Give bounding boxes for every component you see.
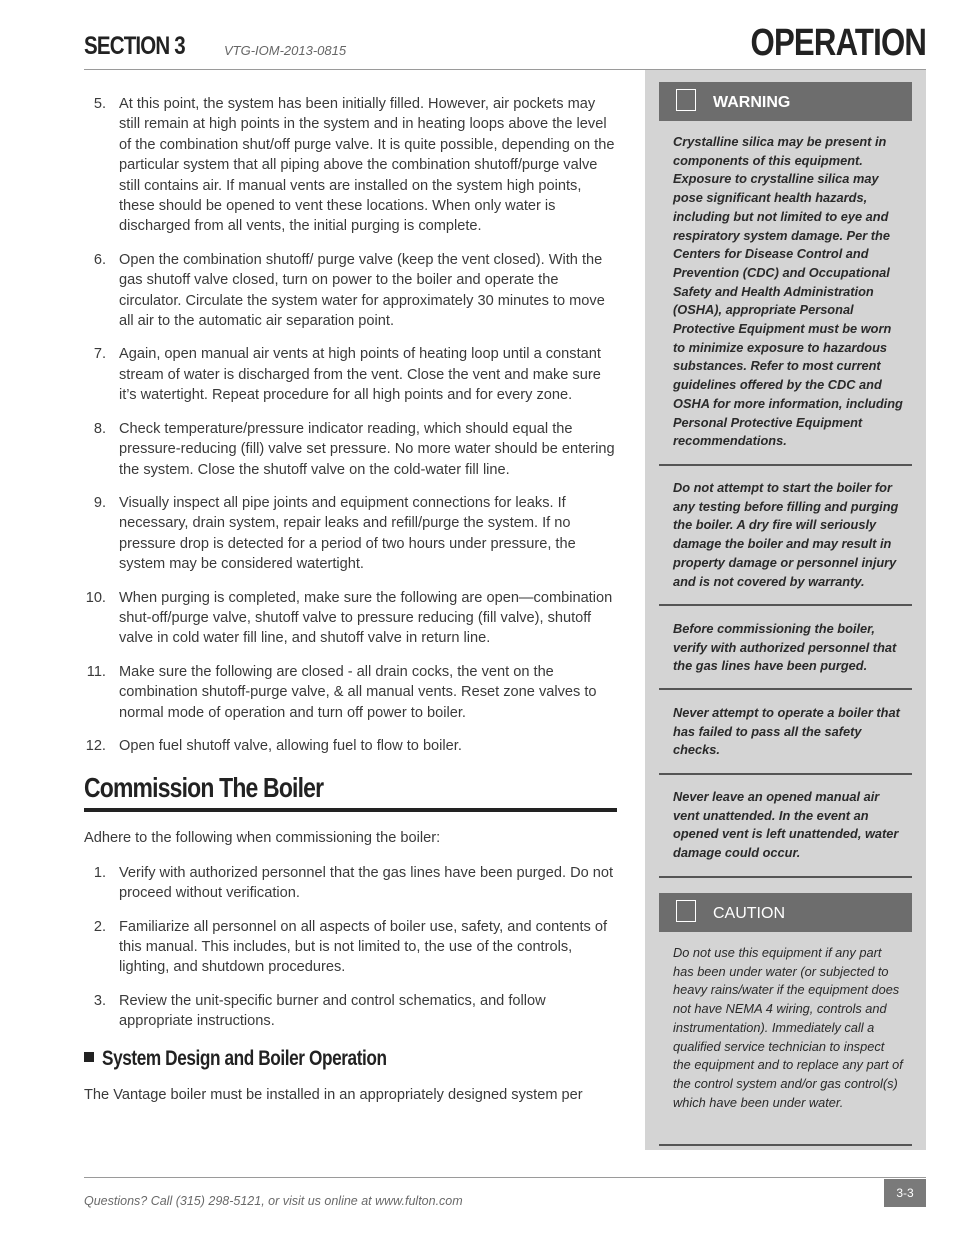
section-heading	[84, 770, 617, 812]
divider	[659, 604, 912, 606]
step-number: 2.	[93, 918, 106, 935]
list-item	[84, 493, 618, 575]
step-text: Review the unit-specific burner and control schematics, and follow appropriate instructions.	[119, 992, 546, 1030]
intro-paragraph: Adhere to the following when commissioning the boiler:	[84, 830, 441, 847]
page-title: OPERATION	[750, 22, 926, 64]
list-item	[84, 419, 618, 480]
step-text: Visually inspect all pipe joints and equipment connections for leaks. If necessary, drain system, repair leaks and refill/purge the system. If no pressure drop is detected for a period of two hours under pressure, the system may be considered watertight.	[119, 494, 576, 573]
subsection-heading-text: System Design and Boiler Operation	[102, 1046, 387, 1070]
step-text: When purging is completed, make sure the following are open—combination shut-off/purge valve, shutoff valve to pressure reducing (fill valve), shutoff valve in cold water fill line, and shutoff valve in return line.	[119, 589, 613, 647]
list-item	[84, 863, 618, 904]
step-number: 6.	[93, 251, 106, 268]
warning-header	[659, 82, 912, 121]
purge-steps-list	[84, 94, 618, 756]
page-number: 3-3	[884, 1179, 926, 1207]
square-bullet-icon	[84, 1052, 94, 1062]
divider	[659, 876, 912, 878]
commission-steps-list	[84, 863, 618, 1032]
safety-sidebar	[645, 70, 926, 1150]
list-item	[84, 94, 618, 237]
step-number: 5.	[93, 96, 106, 112]
divider	[659, 1144, 912, 1146]
step-text: Check temperature/pressure indicator reading, which should equal the pressure-reducing (fill) valve set pressure. No more water should be entering the system. Close the shutoff valve on the cold-water fill line.	[119, 420, 615, 478]
step-number: 8.	[93, 420, 106, 437]
list-item	[84, 588, 618, 649]
step-text: Again, open manual air vents at high points of heating loop until a constant stream of water is discharged from the vent. Close the vent and make sure it’s watertight. Repeat procedure for all high points and for every zone.	[119, 346, 601, 404]
warning-note: Never leave an opened manual air vent unattended. In the event an opened vent is left unattended, water damage could occur.	[673, 789, 899, 861]
step-number: 1.	[93, 864, 106, 881]
step-text: Familiarize all personnel on all aspects of boiler use, safety, and contents of this manual. This includes, but is not limited to, the use of the controls, lighting, and shutdown procedures.	[119, 918, 608, 976]
footer-contact: Questions? Call (315) 298-5121, or visit us online at www.fulton.com	[84, 1194, 463, 1208]
list-item	[84, 991, 618, 1032]
checkbox-icon	[676, 900, 696, 922]
step-text: Open fuel shutoff valve, allowing fuel to flow to boiler.	[119, 737, 462, 754]
section-label: SECTION 3	[84, 32, 185, 60]
document-code: VTG-IOM-2013-0815	[224, 43, 347, 58]
warning-label: WARNING	[713, 94, 791, 111]
step-number: 12.	[85, 737, 106, 754]
step-text: At this point, the system has been initially filled. However, air pockets may still remain at high points in the system and in heating loops above the level of the combination shut/off purge valve. It is quite possible, depending on the particular system that all piping above the combination shutoff/purge valve still contains air. If manual vents are installed on the system high points, these should be opened to vent these locations. When only water is discharged from all vents, the initial purging is complete.	[119, 96, 615, 235]
section-heading-text: Commission The Boiler	[84, 772, 324, 804]
caution-note: Do not use this equipment if any part has been under water (or subjected to heavy rains/water if the equipment does not have NEMA 4 wiring, controls and instrumentation). Immediately call a qualified service technician to inspect the equipment and to replace any part of the control system and/or gas control(s) which have been under water.	[673, 945, 903, 1110]
subsection-heading	[84, 1045, 618, 1073]
step-text: Make sure the following are closed - all drain cocks, the vent on the combination shutoff-purge valve, & all manual vents. Reset zone valves to normal mode of operation and turn off power to boiler.	[119, 663, 597, 721]
warning-note: Before commissioning the boiler, verify with authorized personnel that the gas lines have been purged.	[673, 621, 897, 674]
step-number: 9.	[93, 494, 106, 511]
warning-note: Crystalline silica may be present in components of this equipment. Exposure to crystalline silica may pose significant health hazards, including but not limited to eye and respiratory system damage. Per the Centers for Disease Control and Prevention (CDC) and Occupational Safety and Health Administration (OSHA), appropriate Personal Protective Equipment must be worn to minimize exposure to hazardous substances. Refer to most current guidelines offered by the CDC and OSHA for more information, including Personal Protective Equipment recommendations.	[673, 134, 903, 449]
caution-header	[659, 893, 912, 932]
step-number: 11.	[86, 663, 106, 680]
divider	[659, 773, 912, 775]
list-item	[84, 344, 618, 405]
footer-divider	[84, 1177, 926, 1178]
warning-note: Never attempt to operate a boiler that has failed to pass all the safety checks.	[673, 705, 900, 758]
body-paragraph: The Vantage boiler must be installed in an appropriately designed system per	[84, 1086, 583, 1103]
list-item	[84, 250, 618, 332]
page-header	[84, 22, 926, 70]
warning-note: Do not attempt to start the boiler for any testing before filling and purging the boiler. A dry fire will seriously damage the boiler and may result in property damage or personnel injury and is not covered by warranty.	[673, 480, 899, 589]
step-number: 7.	[93, 346, 106, 363]
caution-label: CAUTION	[713, 905, 785, 922]
step-number: 3.	[93, 992, 106, 1009]
step-text: Open the combination shutoff/ purge valve (keep the vent closed). With the gas shutoff valve closed, turn on power to the boiler and operate the circulator. Circulate the system water for approximately 30 minutes to move all air to the automatic air separation point.	[119, 251, 605, 330]
divider	[659, 464, 912, 466]
step-text: Verify with authorized personnel that the gas lines have been purged. Do not proceed without verification.	[119, 864, 614, 902]
checkbox-icon	[676, 89, 696, 111]
main-content	[84, 94, 618, 1105]
divider	[659, 688, 912, 690]
list-item	[84, 662, 618, 723]
list-item	[84, 917, 618, 978]
list-item	[84, 736, 618, 756]
step-number: 10.	[85, 589, 106, 606]
